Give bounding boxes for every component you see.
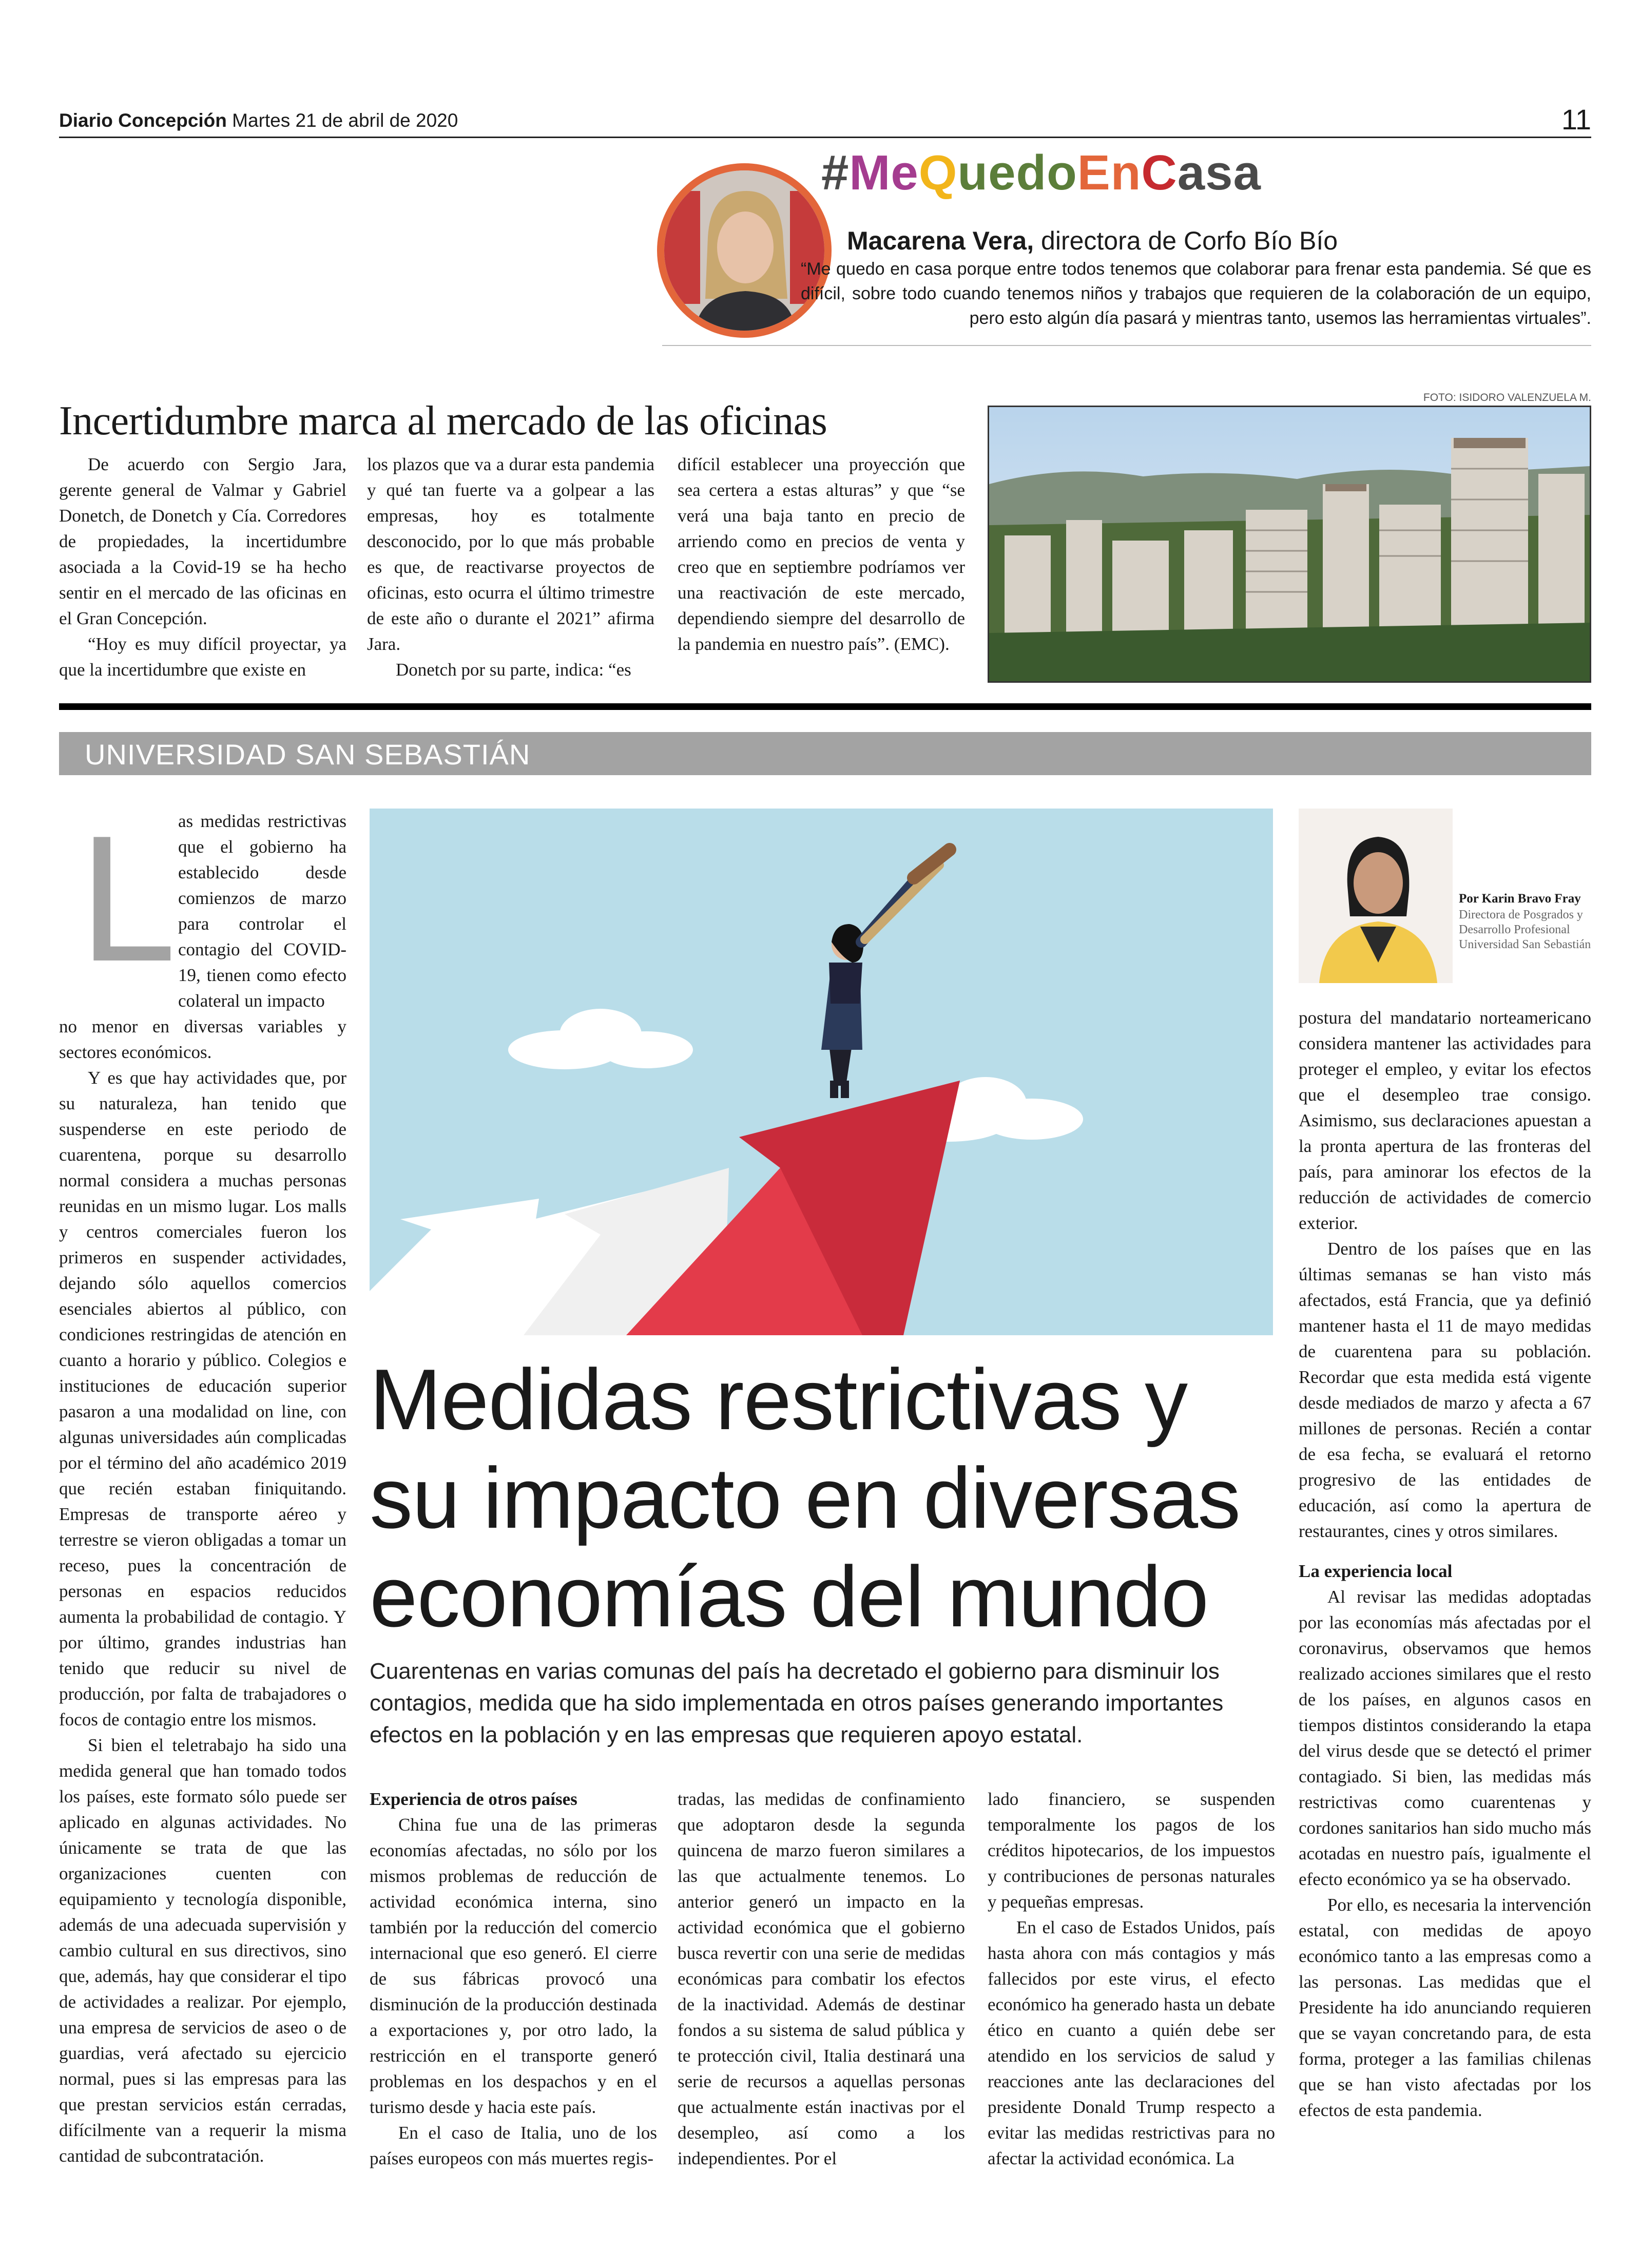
author-photo <box>1299 809 1453 983</box>
opinion-column-5 <box>1299 1005 1591 2123</box>
hashtag-part: Q <box>918 145 958 200</box>
city-skyline-photo <box>988 406 1591 683</box>
paragraph: Y es que hay actividades que, por su naturaleza, han tenido que suspenderse en este periodo de cuarentena, porque su desarrollo normal considera a muchas personas reunidas en un mismo lugar. Los malls y centros comerciales fueron los primeros en suspender actividades, dejando sólo aquellos comercios esenciales abiertos al público, con condiciones restringidas de atención en cuanto a horario y público. Colegios e instituciones de educación superior pasaron a una modalidad on line, con algunas universidades aún complicadas por el término del año académico 2019 que recién estaban finiquitando. Empresas de transporte aéreo y terrestre se vieron obligadas a tomar un receso, pues la concentración de personas en espacios reducidos aumenta la probabilidad de contagio. Y por último, grandes industrias han tenido que reducir su nivel de producción, por falta de trabajadores o focos de contagio entre los mismos. <box>59 1068 346 1729</box>
paragraph: tradas, las medidas de confinamiento que adoptaron desde la segunda quincena de marzo fueron similares a las que actualmente tenemos. Lo anterior generó un impacto en la actividad económica que el gobierno busca revertir con una serie de medidas económicas para combatir los efectos de la inactividad. Además de destinar fondos a su sistema de salud pública y te protección civil, Italia destinará una serie de recursos a aquellas personas que actualmente están inactivas por el desempleo, así como a los independientes. Por el <box>678 1789 965 2168</box>
author-byline: Por Karin Bravo Fray <box>1459 892 1581 906</box>
opinion-column-3 <box>678 1786 965 2171</box>
paragraph: Al revisar las medidas adoptadas por las economías más afectadas por el coronavirus, observamos que hemos realizado acciones similares que el resto de los países, en algunos casos en tiempos distintos considerando la etapa del virus desde que se detectó el primer contagiado. Si bien, las medidas más restrictivas como cuarentenas y cordones sanitarios han sido mucho más acotadas en nuestro país, igualmente el efecto económico ya se ha observado. <box>1299 1587 1591 1889</box>
hashtag-part: n <box>1110 145 1142 200</box>
paragraph: difícil establecer una proyección que sea certera a estas alturas” y que “se verá una baja tanto en precio de arriendo como en precios de venta y creo que en septiembre podríamos ver una reactivación de este mercado, dependiendo siempre del desarrollo de la pandemia en nuestro país”. (EMC). <box>678 454 965 654</box>
office-article-column-2 <box>367 452 654 683</box>
quote-text: “Me quedo en casa porque entre todos tenemos que colaborar para frenar esta pandemia. Sé que es difícil, sobre todo cuando tenemos niños y trabajos que requieren de la colaboración de un equipo, pero esto algún día pasará y mientras tanto, usemos las herramientas virtuales”. <box>801 259 1591 328</box>
photo-credit: FOTO: ISIDORO VALENZUELA M. <box>1423 392 1591 403</box>
paragraph: lado financiero, se suspenden temporalmente los pagos de los créditos hipotecarios, de los impuestos y contribuciones de personas naturales y pequeñas empresas. <box>988 1789 1275 1912</box>
author-role: Directora de Posgrados y Desarrollo Profesional Universidad San Sebastián <box>1459 908 1591 951</box>
opinion-deck: Cuarentenas en varias comunas del país ha decretado el gobierno para disminuir los contagios, medida que ha sido implementada en otros países generando importantes efectos en la población y en las empresas que requieren apoyo estatal. <box>370 1659 1224 1747</box>
paragraph: En el caso de Italia, uno de los países europeos con más muertes regis- <box>370 2123 657 2168</box>
drop-cap: L <box>77 803 171 1001</box>
paragraph: China fue una de las primeras economías afectadas, no sólo por los mismos problemas de reducción de actividad económica interna, sino también por la reducción del comercio internacional que eso generó. El cierre de sus fábricas provocó una disminución de la producción destinada a exportaciones y, por otro lado, la restricción en el transporte generó problemas en los despachos y en el turismo desde y hacia este país. <box>370 1815 657 2117</box>
office-article-column-3 <box>678 452 965 657</box>
header-rule <box>59 137 1591 138</box>
paragraph: Donetch por su parte, indica: “es <box>396 660 631 680</box>
opinion-column-1 <box>59 803 346 2169</box>
author-portrait <box>1299 809 1453 983</box>
office-article-headline: Incertidumbre marca al mercado de las oficinas <box>59 398 827 444</box>
hashtag-title <box>821 145 1261 201</box>
growth-arrows-illustration <box>370 809 1273 1335</box>
hashtag-part: E <box>1077 145 1111 200</box>
quote-person: Macarena Vera, <box>847 226 1034 255</box>
paragraph: “Hoy es muy difícil proyectar, ya que la incertidumbre que existe en <box>59 634 346 680</box>
subheading: Experiencia de otros países <box>370 1789 577 1809</box>
city-skyline-illustration <box>989 407 1590 681</box>
lead-paragraph: as medidas restrictivas que el gobierno ha establecido desde comienzos de marzo para controlar el contagio del COVID-19, tienen como efecto colateral un impacto <box>178 811 346 1011</box>
paragraph: no menor en diversas variables y sectores económicos. <box>59 1016 346 1062</box>
paragraph: postura del mandatario norteamericano considera mantener las actividades para proteger el empleo, y evitar los efectos que el desempleo trae consigo. Asimismo, sus declaraciones apuestan a la pronta apertura de las fronteras del país, para aminorar los efectos de la reducción de actividades de comercio exterior. <box>1299 1008 1591 1233</box>
masthead <box>59 110 458 131</box>
opinion-headline: Medidas restrictivas y su impacto en diversas economías del mundo <box>370 1351 1241 1645</box>
hashtag-part: C <box>1141 145 1178 200</box>
section-label: UNIVERSIDAD SAN SEBASTIÁN <box>85 738 531 771</box>
section-divider <box>59 703 1591 710</box>
paragraph: los plazos que va a durar esta pandemia y qué tan fuerte va a golpear a las empresas, hoy es totalmente desconocido, por lo que más probable es que, de reactivarse proyectos de oficinas, esto ocurra el último trimestre de este año o durante el 2021” afirma Jara. <box>367 454 654 654</box>
subheading: La experiencia local <box>1299 1561 1453 1581</box>
page-number: 11 <box>1561 103 1591 136</box>
opinion-column-2 <box>370 1786 657 2171</box>
paragraph: En el caso de Estados Unidos, país hasta ahora con más contagios y más fallecidos por este virus, el efecto económico ha generado hasta un debate ético en cuanto a quién debe ser atendido en los servicios de salud y reacciones ante las declaraciones del presidente Donald Trump respecto a evitar las medidas restrictivas para no afectar la actividad económica. La <box>988 1917 1275 2168</box>
issue-date: Martes 21 de abril de 2020 <box>232 110 458 131</box>
office-article-column-1 <box>59 452 346 683</box>
paragraph: Si bien el teletrabajo ha sido una medida general que han tomado todos los países, este formato sólo puede ser aplicado en algunas actividades. No únicamente se trata de que las organizaciones cuenten con equipamiento y tecnología disponible, además de una adecuada supervisión y cambio cultural en sus directivos, sino que, además, hay que considerar el tipo de actividades a realizar. Por ejemplo, una empresa de servicios de aseo o de guardias, verá afectado su ejercicio normal, pues si las empresas para las que prestan servicios están cerradas, difícilmente van a requerir la misma cantidad de subcontratación. <box>59 1735 346 2166</box>
hashtag-part: Me <box>849 145 919 200</box>
paragraph: Dentro de los países que en las últimas semanas se han visto más afectados, está Francia, que ya definió mantener hasta el 11 de mayo medidas de cuarentena para su población. Recordar que esta medida está vigente desde mediados de marzo y afecta a 67 millones de personas. Recién a contar de esa fecha, se evaluará el retorno progresivo de las entidades de educación, así como la apertura de restaurantes, cines y otros similares. <box>1299 1239 1591 1541</box>
quote-person-role: directora de Corfo Bío Bío <box>1034 226 1338 255</box>
hashtag-part: asa <box>1177 145 1261 200</box>
hashtag-part: uedo <box>957 145 1077 200</box>
paper-name: Diario Concepción <box>59 110 227 131</box>
paragraph: De acuerdo con Sergio Jara, gerente general de Valmar y Gabriel Donetch, de Donetch y Cía. Corredores de propiedades, la incertidumbre asociada a la Covid-19 se ha hecho sentir en el mercado de las oficinas en el Gran Concepción. <box>59 454 346 628</box>
opinion-column-4 <box>988 1786 1275 2171</box>
hashtag-part: # <box>821 145 850 200</box>
quote-byline <box>847 226 1338 256</box>
paragraph: Por ello, es necesaria la intervención estatal, con medidas de apoyo económico tanto a las empresas como a las personas. Las medidas que el Presidente ha ido anunciando requieren que se vayan concretando para, de esta forma, proteger a las familias chilenas que se han visto afectadas por los efectos de esta pandemia. <box>1299 1895 1591 2120</box>
quote-rule <box>662 345 1591 346</box>
spyglass-woman-illustration <box>370 809 1273 1335</box>
